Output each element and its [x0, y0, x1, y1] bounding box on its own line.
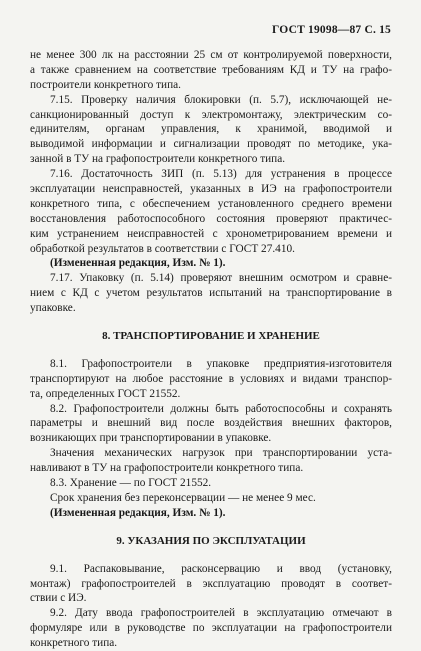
section-spacer	[30, 521, 392, 534]
section-heading: 9. УКАЗАНИЯ ПО ЭКСПЛУАТАЦИИ	[116, 534, 306, 547]
text-line: выводимой информации и сигнализации проводят по методике, ука-	[30, 138, 392, 151]
text-line: возникающих при транспортировании в упаковке.	[30, 432, 272, 445]
text-line: 9.1. Распаковывание, расконсервацию и ввод (установку,	[50, 562, 392, 575]
text-line: эксплуатации неисправностей, указанных в ИЭ на графопостроители	[30, 183, 392, 196]
text-line: 7.17. Упаковку (п. 5.14) проверяют внешним осмотром и сравне-	[50, 272, 392, 285]
text-line: занной в ТУ на графопостроители конкретного типа.	[30, 153, 286, 166]
text-line: санкционированный доступ к электромонтажу, электрическим со-	[30, 108, 392, 121]
text-line: нием с КД с учетом результатов испытаний на транспортирование в	[30, 287, 392, 300]
text-line: 7.15. Проверку наличия блокировки (п. 5.7), исключающей не-	[50, 93, 392, 106]
amendment-note: (Измененная редакция, Изм. № 1).	[50, 506, 226, 519]
text-line: 7.16. Достаточность ЗИП (п. 5.13) для устранения в процессе	[50, 168, 392, 181]
text-line: навливают в ТУ на графопостроители конкретного типа.	[30, 462, 304, 475]
body-text	[30, 48, 392, 651]
text-line: построители конкретного типа.	[30, 78, 181, 91]
section-spacer	[30, 344, 392, 357]
text-line: 9.2. Дату ввода графопостроителей в эксплуатацию отмечают в	[50, 607, 392, 620]
text-line: Срок хранения без переконсервации — не менее 9 мес.	[50, 491, 316, 504]
text-line: конкретного типа.	[30, 637, 118, 650]
text-line: ким устранением неисправностей с хронометрированием времени и	[30, 227, 392, 240]
text-line: Значения механических нагрузок при транспортировании уста-	[50, 447, 392, 460]
text-line: параметры и внешний вид после воздействия внешних факторов,	[30, 417, 392, 430]
text-line: та, определенных ГОСТ 21552.	[30, 387, 181, 400]
text-line: ствии с ИЭ.	[30, 592, 87, 605]
text-line: монтаж) графопостроителей в эксплуатацию проводят в соответ-	[30, 577, 392, 590]
page-header: ГОСТ 19098—87 С. 15	[272, 24, 391, 36]
text-line: восстановления работоспособного состояния проверяют практичес-	[30, 212, 392, 225]
section-spacer	[30, 316, 392, 329]
text-line: конкретного типа, с обеспечением установленного среднего времени	[30, 197, 392, 210]
amendment-note: (Измененная редакция, Изм. № 1).	[50, 257, 226, 270]
text-line: 8.2. Графопостроители должны быть работоспособны и сохранять	[50, 402, 392, 415]
text-line: 8.1. Графопостроители в упаковке предприятия-изготовителя	[50, 357, 392, 370]
section-heading: 8. ТРАНСПОРТИРОВАНИЕ И ХРАНЕНИЕ	[102, 330, 320, 343]
text-line: обработкой результатов в соответствии с ГОСТ 27.410.	[30, 242, 295, 255]
text-line: формуляре или в руководстве по эксплуатации на графопостроители	[30, 622, 392, 635]
text-line: не менее 300 лк на расстоянии 25 см от контролируемой поверхности,	[30, 49, 392, 61]
text-line: упаковке.	[30, 302, 76, 315]
text-line: единителям, органам управления, к хранимой, вводимой и	[30, 123, 392, 136]
text-line: а также сравнением на соответствие требованиям КД и ТУ на графо-	[30, 63, 392, 76]
text-line: транспортируют на любое расстояние в условиях и видами транспор-	[30, 372, 392, 385]
section-spacer	[30, 549, 392, 562]
text-line: 8.3. Хранение — по ГОСТ 21552.	[50, 477, 212, 490]
